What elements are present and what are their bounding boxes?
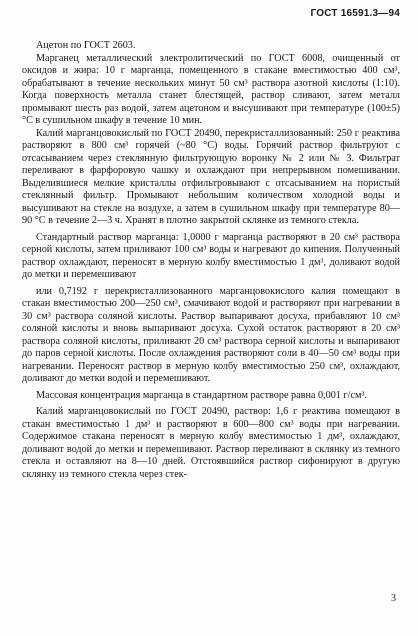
paragraph-alternative-method: или 0,7192 г перекристаллизованного марганцовокислого калия помещают в стакан вместимостью 200—250 см³, смачивают водой и растворяют при нагревании в 30 см³ раствора соляной кислоты. Раствор выпаривают досуха, прибавляют 10 см³ соляной кислоты и вновь выпаривают досуха. Сухой остаток растворяют в 20 см³ раствора соляной кислоты, приливают 20 см³ раствора серной кислоты и выпаривают до паров серной кислоты. После охлаждения растворяют соли в 40—50 см³ воды при нагревании. Переносят раствор в мерную колбу вместимостью 250 см³, охлаждают, доливают до метки водой и перемешивают. [22,285,400,384]
paragraph-mass-concentration: Массовая концентрация марганца в стандартном растворе равна 0,001 г/см³. [36,389,368,401]
paragraph-manganese-metal: Марганец металлический электролитический по ГОСТ 6008, очищенный от оксидов и жира: 10 г марганца, помещенного в стакане вместимостью 400 см³, обрабатывают в течение нескольких минут 50 см³ раствора азотной кислоты (1:10). Когда поверхность металла станет блестящей, раствор сливают, затем металл промывают шесть раз водой, затем ацетоном и высушивают при температуре (100±5) °С в сушильном шкафу в течение 10 мин. [22,52,400,126]
paragraph-standard-solution: Стандартный раствор марганца: 1,0000 г марганца растворяют в 20 см³ раствора серной кислоты, затем приливают 100 см³ воды и нагревают до кипения. Полученный раствор охлаждают, переносят в мерную колбу вместимостью 1 дм³, доливают водой до метки и перемешивают [22,231,400,280]
document-body [22,40,400,481]
paragraph-acetone: Ацетон по ГОСТ 2603. [36,40,136,51]
page-number: 3 [391,593,396,604]
paragraph-permanganate-solution: Калий марганцовокислый по ГОСТ 20490, раствор: 1,6 г реактива помещают в стакан вместимостью 1 дм³ и растворяют в 600—800 см³ воды при нагревании. Содержимое стакана переносят в мерную колбу вместимостью 1 дм³, охлаждают, доливают водой до метки и перемешивают. Раствор переливают в склянку из темного стекла и оставляют на 8—10 дней. Отстоявшийся раствор сифонируют в другую склянку из темного стекла через стек- [22,406,400,480]
paragraph-permanganate-recrystallized: Калий марганцовокислый по ГОСТ 20490, перекристаллизованный: 250 г реактива растворяют в 800 см³ горячей (~80 °С) воды. Горячий раствор фильтруют с отсасыванием через стеклянную фильтрующую воронку № 2 или № 3. Фильтрат переливают в фарфоровую чашку и охлаждают при непрерывном помешивании. Выделившиеся мелкие кристаллы отфильтровывают с отсасыванием на пористый стеклянный фильтр. Промывают небольшим количеством холодной воды и высушивают на стекле на воздухе, а затем в сушильном шкафу при температуре 80—90 °С в течение 2—3 ч. Хранят в плотно закрытой склянке из темного стекла. [22,127,400,226]
document-header: ГОСТ 16591.3—94 [310,8,400,19]
